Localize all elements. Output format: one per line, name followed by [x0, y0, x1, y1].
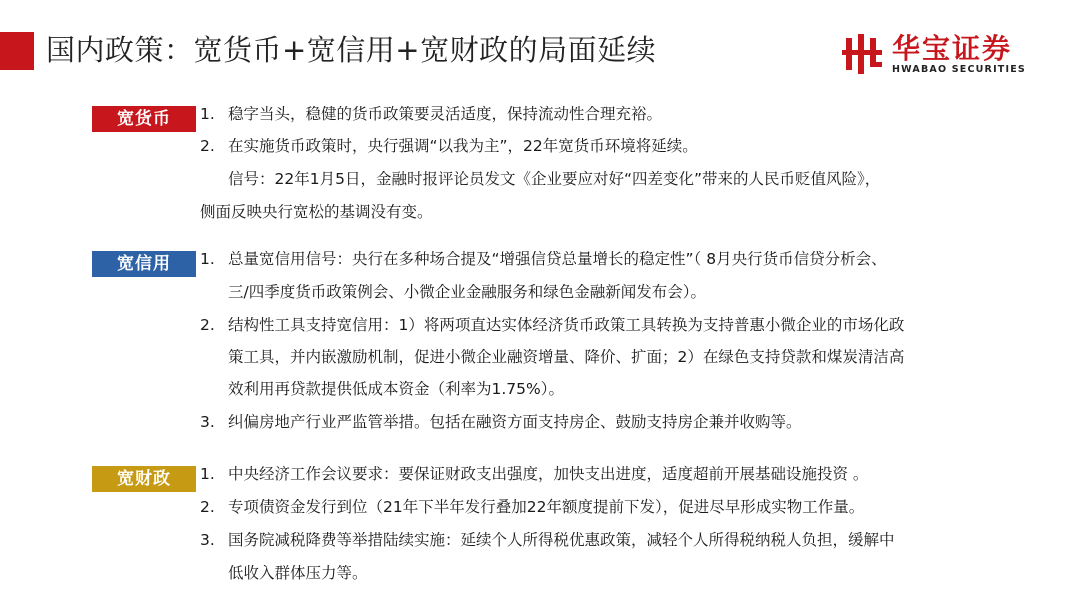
list-item: [228, 281, 706, 303]
list-text: 稳字当头，稳健的货币政策要灵活适度，保持流动性合理充裕。: [228, 105, 663, 123]
section-tag-loose-fiscal: 宽财政: [92, 466, 196, 492]
list-item: [228, 346, 904, 368]
list-text: 结构性工具支持宽信用：1）将两项直达实体经济货币政策工具转换为支持普惠小微企业的市场化政: [228, 316, 905, 334]
page-title: 国内政策：宽货币+宽信用+宽财政的局面延续: [46, 33, 657, 67]
list-item: [200, 411, 802, 433]
list-item: [228, 378, 564, 400]
list-number: 1.: [200, 465, 215, 483]
list-item: [200, 201, 433, 223]
list-text: 在实施货币政策时，央行强调“以我为主”，22年宽货币环境将延续。: [228, 137, 698, 155]
logo-english-name: HWABAO SECURITIES: [892, 64, 1026, 75]
list-item: [200, 248, 887, 270]
list-item: [200, 463, 868, 485]
list-number: 2.: [200, 498, 215, 516]
list-text: 中央经济工作会议要求：要保证财政支出强度，加快支出进度，适度超前开展基础设施投资 。: [228, 465, 869, 483]
list-item: [200, 314, 904, 336]
list-number: 2.: [200, 316, 215, 334]
list-text: 侧面反映央行宽松的基调没有变。: [200, 203, 433, 221]
list-text: 低收入群体压力等。: [228, 564, 368, 582]
list-number: 3.: [200, 531, 215, 549]
list-number: 2.: [200, 137, 215, 155]
list-item: [228, 562, 368, 584]
list-text: 三/四季度货币政策例会、小微企业金融服务和绿色金融新闻发布会）。: [228, 283, 706, 301]
list-text: 国务院减税降费等举措陆续实施：延续个人所得税优惠政策，减轻个人所得税纳税人负担，缓解中: [228, 531, 895, 549]
list-item: [200, 496, 864, 518]
list-number: 1.: [200, 105, 215, 123]
list-number: 3.: [200, 413, 215, 431]
list-item: [200, 135, 698, 157]
list-text: 专项债资金发行到位（21年下半年发行叠加22年额度提前下发），促进尽早形成实物工作量。: [228, 498, 865, 516]
section-tag-loose-credit: 宽信用: [92, 251, 196, 277]
list-text: 信号：22年1月5日，金融时报评论员发文《企业要应对好“四差变化”带来的人民币贬值风险》，: [228, 170, 881, 188]
title-accent-bar: [0, 32, 34, 70]
list-text: 策工具，并内嵌激励机制，促进小微企业融资增量、降价、扩面；2）在绿色支持贷款和煤炭清洁高: [228, 348, 905, 366]
section-tag-loose-monetary: 宽货币: [92, 106, 196, 132]
logo-chinese-name: 华宝证券: [892, 32, 1013, 65]
list-text: 总量宽信用信号：央行在多种场合提及“增强信贷总量增长的稳定性”（ 8月央行货币信贷分析会、: [228, 250, 887, 268]
list-item: [200, 529, 895, 551]
list-item: [228, 168, 880, 190]
list-text: 纠偏房地产行业严监管举措。包括在融资方面支持房企、鼓励支持房企兼并收购等。: [228, 413, 802, 431]
list-item: [200, 103, 662, 125]
hwabao-logo-icon: [842, 34, 884, 74]
list-number: 1.: [200, 250, 215, 268]
list-text: 效利用再贷款提供低成本资金（利率为1.75%）。: [228, 380, 564, 398]
company-logo: [842, 32, 1042, 76]
